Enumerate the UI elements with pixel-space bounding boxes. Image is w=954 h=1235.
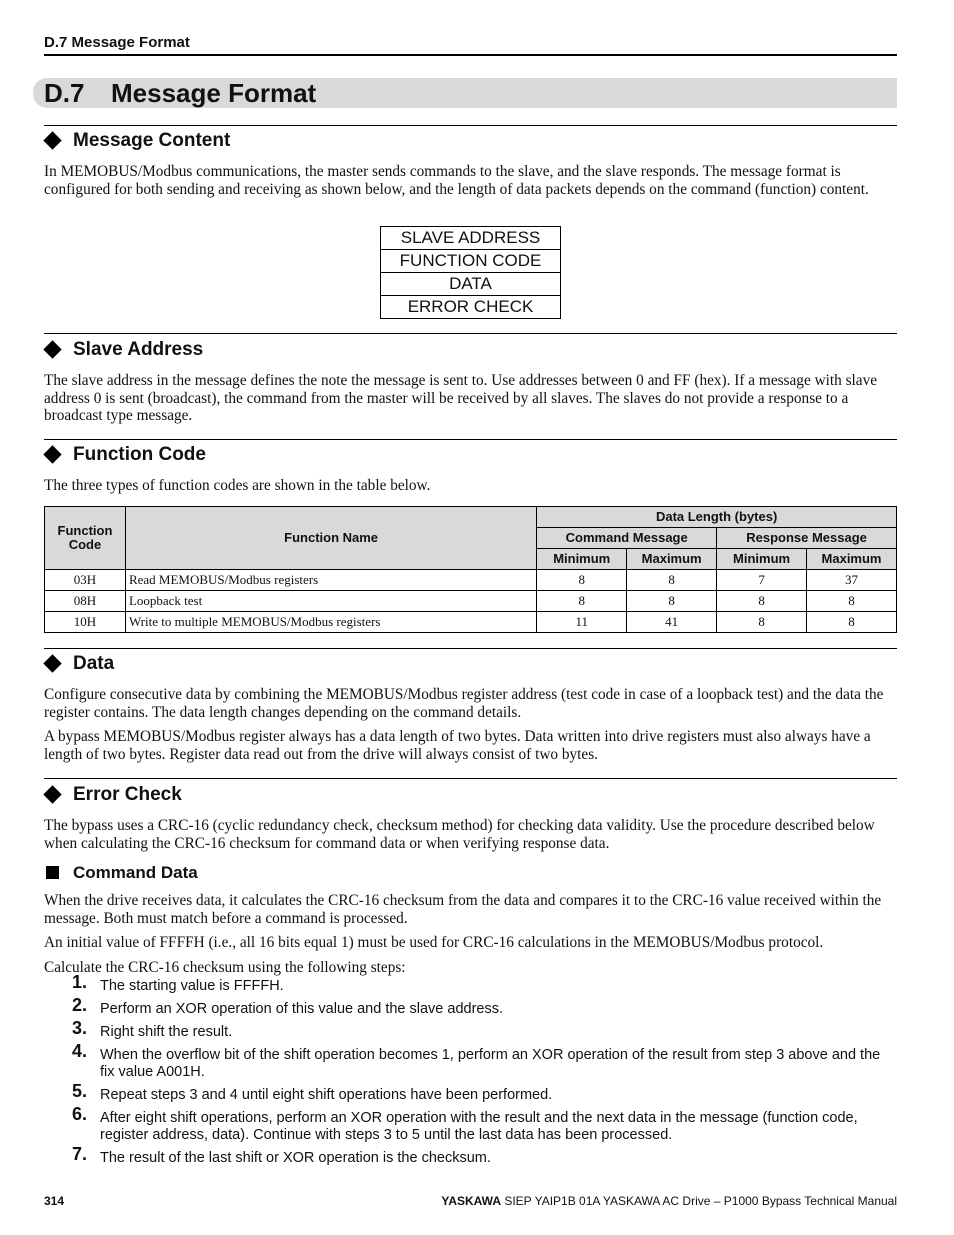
section-title <box>44 77 316 109</box>
command-data-text-2: An initial value of FFFFH (i.e., all 16 bits equal 1) must be used for CRC-16 calculations in the MEMOBUS/Modbus protocol. <box>44 934 824 951</box>
footer-manual-title: YASKAWA SIEP YAIP1B 01A YASKAWA AC Drive – P1000 Bypass Technical Manual <box>441 1194 897 1208</box>
divider <box>44 439 897 440</box>
page-number: 314 <box>44 1194 65 1208</box>
command-data-text-3: Calculate the CRC-16 checksum using the following steps: <box>44 959 406 976</box>
list-item: 2. Perform an XOR operation of this value and the slave address. <box>72 995 503 1017</box>
data-text-2: A bypass MEMOBUS/Modbus register always has a data length of two bytes. Data written into drive registers must also always have a length of two bytes. Register data read out from the drive will always consist of two bytes. <box>44 728 871 763</box>
list-item: 1. The starting value is FFFFH. <box>72 972 284 994</box>
table-row: 08H Loopback test 8 8 8 8 <box>45 591 897 612</box>
list-item: 5. Repeat steps 3 and 4 until eight shift operations have been performed. <box>72 1081 553 1103</box>
function-code-table <box>44 506 897 633</box>
diamond-bullet-icon <box>43 785 61 803</box>
header-function-code: Function Code <box>45 507 126 570</box>
footer-brand: YASKAWA <box>441 1194 501 1208</box>
list-item: 4. When the overflow bit of the shift operation becomes 1, perform an XOR operation of the result from step 3 above and the fix value A001H. <box>72 1041 881 1080</box>
frame-slave-address: SLAVE ADDRESS <box>400 228 541 247</box>
header-resp-min: Minimum <box>717 549 807 570</box>
header-cmd-max: Maximum <box>627 549 717 570</box>
diamond-bullet-icon <box>43 131 61 149</box>
message-frame-diagram <box>380 226 561 319</box>
header-resp-max: Maximum <box>807 549 897 570</box>
section-number: D.7 <box>44 78 85 108</box>
command-data-text-1: When the drive receives data, it calculates the CRC-16 checksum from the data and compares it to the CRC-16 value received within the message. Both must match before a command is processed. <box>44 892 882 927</box>
section-title-text: Message Format <box>111 78 317 108</box>
data-text-1: Configure consecutive data by combining the MEMOBUS/Modbus register address (test code in case of a loopback test) and the data the register contains. The data length changes depending on the command details. <box>44 686 884 721</box>
list-item: 6. After eight shift operations, perform an XOR operation with the result and the next data in the message (function code, register address, data). Continue with steps 3 to 5 until the last data has been processed. <box>72 1104 858 1143</box>
header-cmd-min: Minimum <box>537 549 627 570</box>
frame-error-check: ERROR CHECK <box>381 295 560 318</box>
list-item: 3. Right shift the result. <box>72 1018 233 1040</box>
heading-data: Data <box>44 653 114 675</box>
diamond-bullet-icon <box>43 445 61 463</box>
header-rule <box>44 54 897 56</box>
square-bullet-icon <box>46 866 59 879</box>
function-code-text: The three types of function codes are shown in the table below. <box>44 477 431 494</box>
table-row: 10H Write to multiple MEMOBUS/Modbus registers 11 41 8 8 <box>45 612 897 633</box>
header-data-length: Data Length (bytes) <box>537 507 897 528</box>
header-function-name: Function Name <box>125 507 536 570</box>
running-header: D.7 Message Format <box>44 34 190 51</box>
frame-data: DATA <box>381 272 560 295</box>
crc-steps-list <box>44 972 898 1173</box>
divider <box>44 125 897 126</box>
divider <box>44 648 897 649</box>
table-row: 03H Read MEMOBUS/Modbus registers 8 8 7 37 <box>45 570 897 591</box>
slave-address-text: The slave address in the message defines the note the message is sent to. Use addresses between 0 and FF (hex). If a message with slave address 0 is sent (broadcast), the command from the master will be received by all slaves. The slaves do not provide a response to a broadcast type message. <box>44 372 878 424</box>
diamond-bullet-icon <box>43 340 61 358</box>
frame-function-code: FUNCTION CODE <box>381 249 560 272</box>
header-command-message: Command Message <box>537 528 717 549</box>
heading-slave-address: Slave Address <box>44 339 203 361</box>
error-check-text: The bypass uses a CRC-16 (cyclic redundancy check, checksum method) for checking data validity. Use the procedure described below when calculating the CRC-16 checksum for command data or when verifying response data. <box>44 817 875 852</box>
heading-error-check: Error Check <box>44 784 182 806</box>
heading-function-code: Function Code <box>44 444 206 466</box>
header-response-message: Response Message <box>717 528 897 549</box>
diamond-bullet-icon <box>43 654 61 672</box>
heading-message-content: Message Content <box>44 130 230 152</box>
heading-command-data: Command Data <box>44 863 198 883</box>
divider <box>44 778 897 779</box>
divider <box>44 333 897 334</box>
message-content-text: In MEMOBUS/Modbus communications, the master sends commands to the slave, and the slave responds. The message format is configured for both sending and receiving as shown below, and the length of data packets depends on the command (function) content. <box>44 163 869 198</box>
list-item: 7. The result of the last shift or XOR operation is the checksum. <box>72 1144 491 1166</box>
